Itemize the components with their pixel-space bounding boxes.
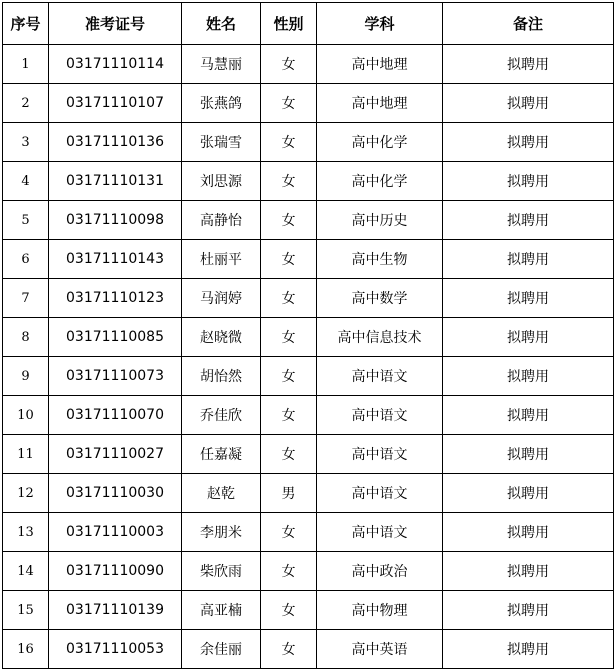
cell-gender: 女 bbox=[261, 552, 317, 591]
cell-gender: 女 bbox=[261, 201, 317, 240]
cell-subject: 高中信息技术 bbox=[317, 318, 443, 357]
cell-gender: 女 bbox=[261, 318, 317, 357]
table-row bbox=[3, 279, 614, 318]
header-note: 备注 bbox=[443, 3, 614, 45]
cell-subject: 高中地理 bbox=[317, 45, 443, 84]
cell-name: 高静怡 bbox=[182, 201, 261, 240]
cell-gender: 女 bbox=[261, 396, 317, 435]
cell-exam-id: 03171110131 bbox=[49, 162, 182, 201]
cell-index: 13 bbox=[3, 513, 49, 552]
cell-gender: 女 bbox=[261, 279, 317, 318]
cell-gender: 女 bbox=[261, 162, 317, 201]
cell-index: 11 bbox=[3, 435, 49, 474]
cell-subject: 高中数学 bbox=[317, 279, 443, 318]
cell-index: 2 bbox=[3, 84, 49, 123]
cell-index: 12 bbox=[3, 474, 49, 513]
cell-subject: 高中化学 bbox=[317, 162, 443, 201]
cell-subject: 高中物理 bbox=[317, 591, 443, 630]
table-row bbox=[3, 45, 614, 84]
table-row bbox=[3, 84, 614, 123]
cell-exam-id: 03171110139 bbox=[49, 591, 182, 630]
cell-subject: 高中语文 bbox=[317, 474, 443, 513]
cell-subject: 高中化学 bbox=[317, 123, 443, 162]
cell-name: 张燕鸽 bbox=[182, 84, 261, 123]
cell-gender: 女 bbox=[261, 435, 317, 474]
cell-exam-id: 03171110114 bbox=[49, 45, 182, 84]
cell-note: 拟聘用 bbox=[443, 591, 614, 630]
cell-name: 杜丽平 bbox=[182, 240, 261, 279]
table-row bbox=[3, 591, 614, 630]
cell-note: 拟聘用 bbox=[443, 396, 614, 435]
cell-note: 拟聘用 bbox=[443, 162, 614, 201]
cell-index: 10 bbox=[3, 396, 49, 435]
cell-name: 余佳丽 bbox=[182, 630, 261, 669]
cell-subject: 高中英语 bbox=[317, 630, 443, 669]
table-row bbox=[3, 474, 614, 513]
cell-note: 拟聘用 bbox=[443, 357, 614, 396]
cell-index: 5 bbox=[3, 201, 49, 240]
table-row bbox=[3, 357, 614, 396]
table-row bbox=[3, 123, 614, 162]
table-header bbox=[3, 3, 614, 45]
table-row bbox=[3, 552, 614, 591]
cell-name: 胡怡然 bbox=[182, 357, 261, 396]
cell-exam-id: 03171110143 bbox=[49, 240, 182, 279]
cell-index: 6 bbox=[3, 240, 49, 279]
cell-exam-id: 03171110030 bbox=[49, 474, 182, 513]
cell-gender: 女 bbox=[261, 513, 317, 552]
cell-note: 拟聘用 bbox=[443, 474, 614, 513]
cell-subject: 高中生物 bbox=[317, 240, 443, 279]
cell-exam-id: 03171110098 bbox=[49, 201, 182, 240]
cell-subject: 高中语文 bbox=[317, 513, 443, 552]
cell-index: 1 bbox=[3, 45, 49, 84]
cell-note: 拟聘用 bbox=[443, 240, 614, 279]
cell-gender: 女 bbox=[261, 45, 317, 84]
cell-index: 4 bbox=[3, 162, 49, 201]
cell-note: 拟聘用 bbox=[443, 45, 614, 84]
cell-subject: 高中语文 bbox=[317, 435, 443, 474]
cell-subject: 高中历史 bbox=[317, 201, 443, 240]
cell-exam-id: 03171110027 bbox=[49, 435, 182, 474]
cell-exam-id: 03171110003 bbox=[49, 513, 182, 552]
cell-gender: 女 bbox=[261, 357, 317, 396]
cell-note: 拟聘用 bbox=[443, 201, 614, 240]
candidate-table bbox=[2, 2, 614, 669]
cell-note: 拟聘用 bbox=[443, 513, 614, 552]
cell-name: 张瑞雪 bbox=[182, 123, 261, 162]
cell-gender: 女 bbox=[261, 84, 317, 123]
table-row bbox=[3, 513, 614, 552]
header-exam-id: 准考证号 bbox=[49, 3, 182, 45]
table-row bbox=[3, 630, 614, 669]
cell-index: 15 bbox=[3, 591, 49, 630]
cell-exam-id: 03171110090 bbox=[49, 552, 182, 591]
header-row bbox=[3, 3, 614, 45]
cell-exam-id: 03171110123 bbox=[49, 279, 182, 318]
header-gender: 性别 bbox=[261, 3, 317, 45]
cell-gender: 女 bbox=[261, 630, 317, 669]
cell-note: 拟聘用 bbox=[443, 123, 614, 162]
cell-exam-id: 03171110136 bbox=[49, 123, 182, 162]
table-row bbox=[3, 396, 614, 435]
cell-name: 刘思源 bbox=[182, 162, 261, 201]
cell-index: 16 bbox=[3, 630, 49, 669]
cell-name: 马慧丽 bbox=[182, 45, 261, 84]
cell-index: 7 bbox=[3, 279, 49, 318]
table-row bbox=[3, 240, 614, 279]
cell-subject: 高中政治 bbox=[317, 552, 443, 591]
cell-subject: 高中语文 bbox=[317, 357, 443, 396]
cell-name: 赵晓微 bbox=[182, 318, 261, 357]
cell-gender: 女 bbox=[261, 123, 317, 162]
cell-name: 李朋米 bbox=[182, 513, 261, 552]
table-body bbox=[3, 45, 614, 669]
cell-index: 9 bbox=[3, 357, 49, 396]
cell-index: 14 bbox=[3, 552, 49, 591]
cell-name: 乔佳欣 bbox=[182, 396, 261, 435]
cell-index: 3 bbox=[3, 123, 49, 162]
cell-note: 拟聘用 bbox=[443, 630, 614, 669]
cell-note: 拟聘用 bbox=[443, 279, 614, 318]
table-row bbox=[3, 201, 614, 240]
cell-note: 拟聘用 bbox=[443, 84, 614, 123]
table-row bbox=[3, 318, 614, 357]
cell-name: 柴欣雨 bbox=[182, 552, 261, 591]
cell-name: 马润婷 bbox=[182, 279, 261, 318]
cell-subject: 高中语文 bbox=[317, 396, 443, 435]
cell-name: 任嘉凝 bbox=[182, 435, 261, 474]
cell-exam-id: 03171110107 bbox=[49, 84, 182, 123]
cell-subject: 高中地理 bbox=[317, 84, 443, 123]
header-name: 姓名 bbox=[182, 3, 261, 45]
cell-note: 拟聘用 bbox=[443, 435, 614, 474]
cell-note: 拟聘用 bbox=[443, 318, 614, 357]
cell-exam-id: 03171110053 bbox=[49, 630, 182, 669]
cell-gender: 女 bbox=[261, 591, 317, 630]
cell-name: 高亚楠 bbox=[182, 591, 261, 630]
cell-exam-id: 03171110070 bbox=[49, 396, 182, 435]
cell-index: 8 bbox=[3, 318, 49, 357]
header-index: 序号 bbox=[3, 3, 49, 45]
cell-gender: 女 bbox=[261, 240, 317, 279]
cell-exam-id: 03171110073 bbox=[49, 357, 182, 396]
cell-name: 赵乾 bbox=[182, 474, 261, 513]
cell-note: 拟聘用 bbox=[443, 552, 614, 591]
table-row bbox=[3, 435, 614, 474]
cell-gender: 男 bbox=[261, 474, 317, 513]
header-subject: 学科 bbox=[317, 3, 443, 45]
cell-exam-id: 03171110085 bbox=[49, 318, 182, 357]
table-row bbox=[3, 162, 614, 201]
